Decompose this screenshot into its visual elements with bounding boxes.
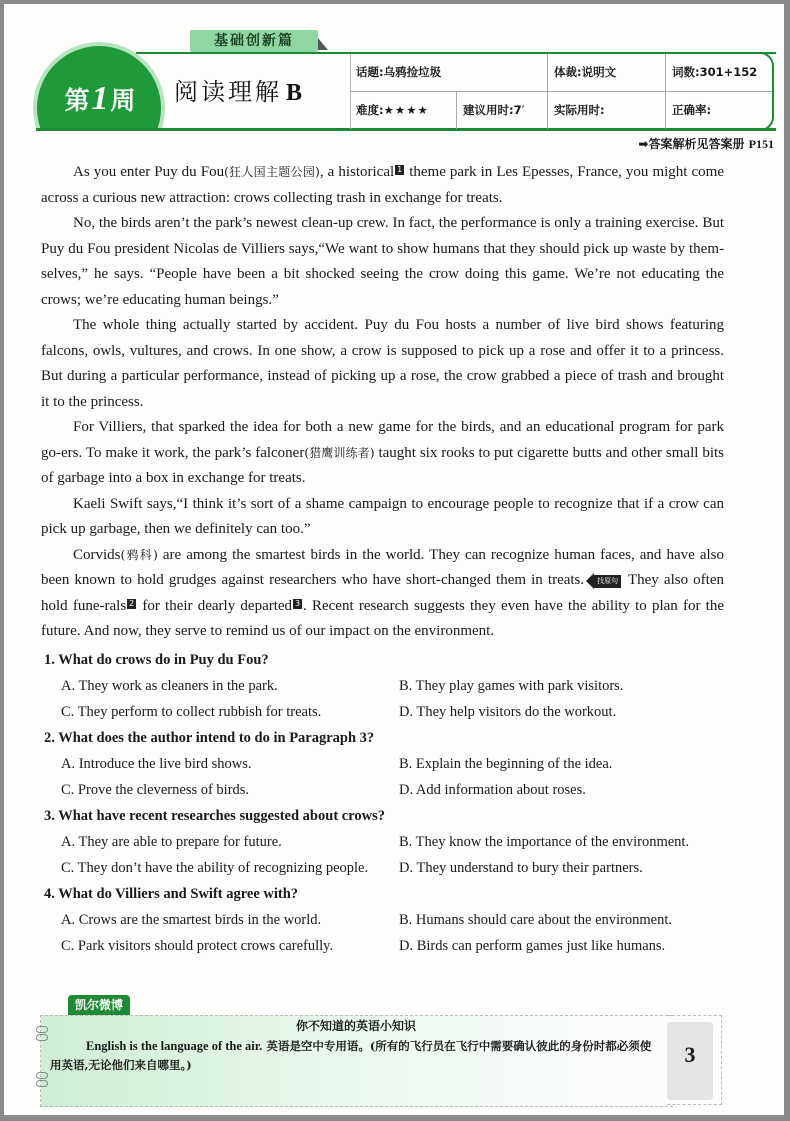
p4-text-b: taught six rooks to put cigarette butts and other small bits of garbage into a box in exchange for treats.	[41, 444, 724, 486]
difficulty-label: 难度:	[356, 103, 384, 117]
option-row	[61, 777, 734, 803]
option-d[interactable]: D. They understand to bury their partners.	[399, 859, 643, 876]
option-b[interactable]: B. They play games with park visitors.	[399, 677, 624, 694]
section-tag: 基础创新篇	[190, 30, 318, 52]
p6-text-c: They also often hold fune-rals	[41, 572, 724, 614]
option-a[interactable]: A. They work as cleaners in the park.	[61, 677, 278, 694]
p1-text-c: theme park in Les Epesses, France, you might come across a curious new attraction: crows collecting trash in exchange for treats.	[41, 164, 724, 206]
question-stem: 3. What have recent researches suggested about crows?	[44, 807, 385, 824]
binder-ring-icon	[36, 1072, 48, 1079]
footnote-marker-1[interactable]: 1	[397, 165, 403, 174]
question-stem: 4. What do Villiers and Swift agree with?	[44, 885, 299, 902]
option-row	[61, 829, 734, 855]
question-1	[44, 647, 734, 725]
p4-text-a: For Villiers, that sparked the idea for both a new game for the birds, and an educational program for park go-ers. To make it work, the park’s falconer	[41, 419, 724, 461]
option-row	[61, 699, 734, 725]
p1-gloss: (狂人国主题公园)	[224, 165, 320, 179]
p1-text-b: , a historical	[319, 164, 395, 180]
footnote-marker-3[interactable]: 3	[295, 598, 301, 608]
tips-text-en: English is the language of the air.	[86, 1039, 263, 1053]
question-3	[44, 803, 734, 881]
option-d[interactable]: D. Add information about roses.	[399, 781, 586, 798]
genre-cell: 体裁:说明文	[548, 54, 666, 91]
tips-title: 你不知道的英语小知识	[295, 1019, 416, 1033]
unit-title	[174, 70, 344, 114]
option-b[interactable]: B. They know the importance of the environment.	[399, 833, 690, 850]
accuracy-field[interactable]: 正确率:	[672, 103, 712, 117]
p6-text-b: are among the smartest birds in the world. They can recognize human faces, and have also been known to hold grudges against researchers who have short-changed them in treats.	[41, 546, 724, 588]
find-sentence-arrow-icon: 找原句	[594, 575, 621, 588]
question-stem: 2. What does the author intend to do in Paragraph 3?	[44, 729, 375, 746]
option-b[interactable]: B. Humans should care about the environment.	[399, 911, 673, 928]
reading-passage	[41, 160, 724, 645]
paragraph-3: The whole thing actually started by accident. Puy du Fou hosts a number of live bird shows featuring falcons, owls, vultures, and crows. In one show, a crow is supposed to pick up a rose and offer it to a princess. But during a particular performance, instead of picking up a rose, the crow grabbed a piece of trash and brought it to the princess.	[41, 317, 724, 410]
unit-header	[4, 4, 784, 154]
p6-text-e: . Recent research suggests they even have the ability to plan for the future. And now, they serve to remind us of our impact on the environment.	[41, 597, 724, 639]
week-label	[44, 78, 156, 120]
option-row	[61, 751, 734, 777]
p6-text-d: for their dearly departed	[137, 597, 293, 614]
tag-fold-decoration	[318, 38, 328, 50]
difficulty-cell	[350, 92, 457, 129]
option-c[interactable]: C. They don’t have the ability of recognizing people.	[61, 859, 369, 876]
topic-cell: 话题:乌鸦捡垃圾	[350, 54, 548, 91]
answer-ref-text: ➡答案解析见答案册	[638, 137, 745, 151]
binder-ring-icon	[36, 1080, 48, 1087]
difficulty-stars: ★★★★	[383, 103, 429, 117]
title-cn: 阅读理解	[174, 78, 282, 106]
option-row	[61, 907, 734, 933]
actual-time-field[interactable]: 实际用时:	[548, 92, 666, 129]
week-suffix: 周	[110, 86, 136, 115]
title-letter: B	[286, 80, 303, 106]
option-c[interactable]: C. Prove the cleverness of birds.	[61, 781, 250, 798]
page-number-box	[667, 1015, 722, 1105]
option-a[interactable]: A. Introduce the live bird shows.	[61, 755, 252, 772]
question-stem: 1. What do crows do in Puy du Fou?	[44, 651, 269, 668]
answer-ref-page: P151	[748, 137, 774, 151]
binder-ring-icon	[36, 1034, 48, 1041]
tips-text	[50, 1037, 660, 1075]
suggested-time-cell: 建议用时:7′	[457, 92, 548, 129]
option-row	[61, 933, 734, 959]
p1-text-a: As you enter Puy du Fou	[73, 164, 225, 180]
option-a[interactable]: A. They are able to prepare for future.	[61, 833, 282, 850]
paragraph-6	[41, 543, 724, 645]
option-d[interactable]: D. They help visitors do the workout.	[399, 703, 617, 720]
weibo-tab: 凯尔微博	[68, 995, 130, 1015]
option-c[interactable]: C. Park visitors should protect crows carefully.	[61, 937, 334, 954]
answer-reference	[638, 135, 774, 153]
word-count-cell: 词数:301+152	[672, 65, 758, 79]
page-number: 3	[667, 1022, 713, 1100]
p6-gloss: (鸦科)	[120, 547, 158, 562]
option-a[interactable]: A. Crows are the smartest birds in the world.	[61, 911, 322, 928]
workbook-page	[4, 4, 784, 1115]
info-row-1	[350, 54, 772, 92]
p6-text-a: Corvids	[73, 546, 121, 563]
p4-gloss: (猎鹰训练者)	[304, 445, 375, 460]
option-c[interactable]: C. They perform to collect rubbish for treats.	[61, 703, 322, 720]
info-table	[350, 52, 774, 131]
paragraph-1	[41, 160, 724, 211]
question-2	[44, 725, 734, 803]
paragraph-4	[41, 415, 724, 492]
paragraph-2: No, the birds aren’t the park’s newest clean-up crew. In fact, the performance is only a training exercise. But Puy du Fou president Nicolas de Villiers says,“We want to show humans that they should pick up waste by them-selves,” he says. “People have been a bit shocked seeing the crow doing this game. We’re not educating the crows; we’re educating human beings.”	[41, 215, 724, 308]
week-number: 1	[91, 80, 109, 117]
option-b[interactable]: B. Explain the beginning of the idea.	[399, 755, 613, 772]
paragraph-5: Kaeli Swift says,“I think it’s sort of a shame campaign to encourage people to recognize that if a crow can pick up garbage, then we definitely can too.”	[41, 495, 724, 537]
option-row	[61, 855, 734, 881]
question-4	[44, 881, 734, 959]
tips-text-zh: 英语是空中专用语。(所有的飞行员在飞行中需要确认彼此的身份时都必须使用英语,无论他们来自哪里。)	[50, 1039, 652, 1072]
info-row-2	[350, 92, 772, 129]
option-d[interactable]: D. Birds can perform games just like humans.	[399, 937, 666, 954]
content-flow	[41, 160, 731, 959]
option-row	[61, 673, 734, 699]
footnote-marker-2[interactable]: 2	[129, 598, 135, 608]
question-list	[44, 647, 734, 959]
week-prefix: 第	[64, 86, 90, 115]
